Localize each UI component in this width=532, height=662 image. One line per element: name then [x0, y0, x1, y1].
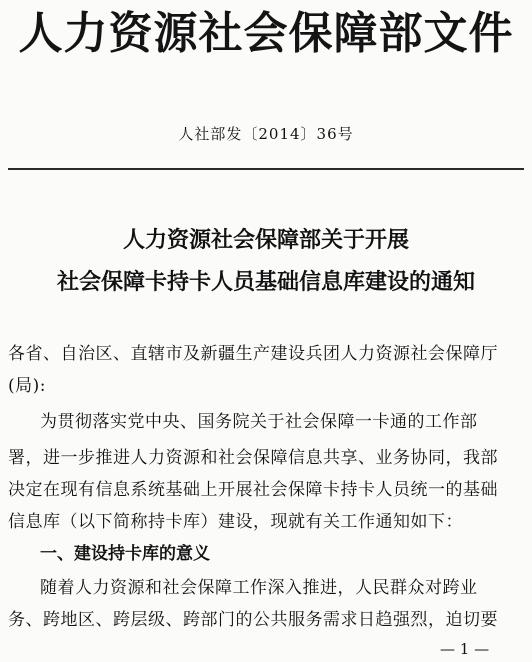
paragraph-1-line-3: 决定在现有信息系统基础上开展社会保障卡持卡人员统一的基础: [8, 480, 498, 500]
paragraph-1-line-1: 为贯彻落实党中央、国务院关于社会保障一卡通的工作部: [40, 412, 478, 432]
salutation-line-2: (局):: [8, 376, 46, 396]
document-number: 人社部发〔2014〕36号: [178, 125, 354, 143]
paragraph-2-line-1: 随着人力资源和社会保障工作深入推进，人民群众对跨业: [40, 578, 478, 598]
paragraph-1-line-2: 署，进一步推进人力资源和社会保障信息共享、业务协同，我部: [8, 448, 498, 468]
page-number: — 1 —: [440, 640, 490, 658]
section-1-heading: 一、建设持卡库的意义: [40, 544, 210, 564]
header-divider-rule: [8, 168, 524, 170]
notice-title-line-1: 人力资源社会保障部关于开展: [122, 228, 409, 253]
notice-title-line-2: 社会保障卡持卡人员基础信息库建设的通知: [56, 270, 475, 295]
document-header-title: 人力资源社会保障部文件: [18, 8, 514, 59]
paragraph-1-line-4: 信息库（以下简称持卡库）建设，现就有关工作通知如下：: [8, 512, 463, 532]
paragraph-2-line-2: 务、跨地区、跨层级、跨部门的公共服务需求日趋强烈，迫切要: [8, 610, 498, 630]
salutation-line-1: 各省、自治区、直辖市及新疆生产建设兵团人力资源社会保障厅: [8, 344, 498, 364]
